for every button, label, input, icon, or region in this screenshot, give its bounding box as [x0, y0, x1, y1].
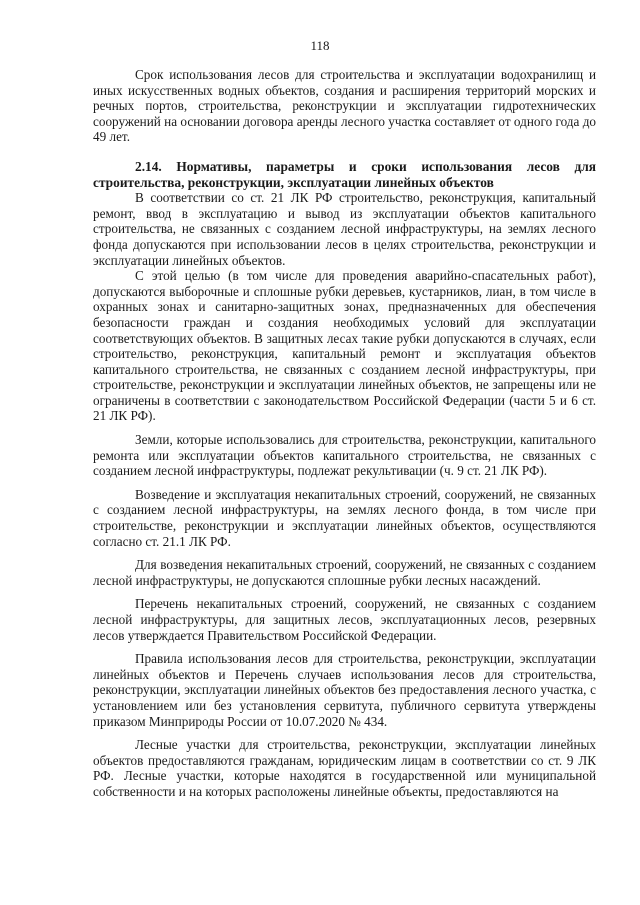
section-heading-2-14: 2.14. Нормативы, параметры и сроки использования лесов для строительства, реконструкции, эксплуатации линейных объектов: [93, 158, 596, 190]
paragraph-recultivation: Земли, которые использовались для строительства, реконструкции, капитального ремонта или эксплуатации объектов капитального строительства, не связанных с созданием лесной инфраструктуры, подлежат рекультивации (ч. 9 ст. 21 ЛК РФ).: [93, 432, 596, 479]
paragraph-noncapital-structures: Возведение и эксплуатация некапитальных строений, сооружений, не связанных с созданием лесной инфраструктуры, на землях лесного фонда, в том числе при строительстве, реконструкции и эксплуатации линейных объектов, осуществляются согласно ст. 21.1 ЛК РФ.: [93, 486, 596, 549]
paragraph-structures-list: Перечень некапитальных строений, сооружений, не связанных с созданием лесной инфраструктуры, для защитных лесов, эксплуатационных лесов, резервных лесов утверждается Правительством Российской Федерации.: [93, 596, 596, 643]
paragraph-land-plots: Лесные участки для строительства, реконструкции, эксплуатации линейных объектов предоставляются гражданам, юридическим лицам в соответствии со ст. 9 ЛК РФ. Лесные участки, которые находятся в государственной или муниципальной собственности и на которых расположены линейные объекты, предоставляются на: [93, 737, 596, 799]
page-number: 118: [310, 38, 330, 53]
paragraph-article-21: В соответствии со ст. 21 ЛК РФ строительство, реконструкция, капитальный ремонт, ввод в эксплуатацию и вывод из эксплуатации объектов капитального строительства, не связанных с созданием лесной инфраструктуры, на землях лесного фонда допускаются при использовании лесов в целях строительства, реконструкции и эксплуатации линейных объектов.: [93, 190, 596, 268]
document-body: [93, 67, 596, 800]
paragraph-no-clear-cutting: Для возведения некапитальных строений, сооружений, не связанных с созданием лесной инфраструктуры, не допускаются сплошные рубки лесных насаждений.: [93, 557, 596, 588]
paragraph-rules-order-434: Правила использования лесов для строительства, реконструкции, эксплуатации линейных объектов и Перечень случаев использования лесов для строительства, реконструкции, эксплуатации линейных объектов без предоставления лесного участка, с установлением или без установления сервитута, публичного сервитута утверждены приказом Минприроды России от 10.07.2020 № 434.: [93, 651, 596, 729]
paragraph-logging-permitted: С этой целью (в том числе для проведения аварийно-спасательных работ), допускаются выборочные и сплошные рубки деревьев, кустарников, лиан, в том числе в охранных зонах и санитарно-защитных зонах, предназначенных для обеспечения безопасности граждан и создания необходимых условий для эксплуатации соответствующих объектов. В защитных лесах такие рубки допускаются в случаях, если строительство, реконструкция, капитальный ремонт и эксплуатация объектов капитального строительства, не связанных с созданием лесной инфраструктуры, при строительстве, реконструкции и эксплуатации линейных объектов, не запрещены или не ограничены в соответствии с законодательством Российской Федерации (части 5 и 6 ст. 21 ЛК РФ).: [93, 268, 596, 424]
paragraph-reservoir-lease-term: Срок использования лесов для строительства и эксплуатации водохранилищ и иных искусственных водных объектов, создания и расширения территорий морских и речных портов, строительства, реконструкции и эксплуатации гидротехнических сооружений на основании договора аренды лесного участка составляет от одного года до 49 лет.: [93, 67, 596, 145]
